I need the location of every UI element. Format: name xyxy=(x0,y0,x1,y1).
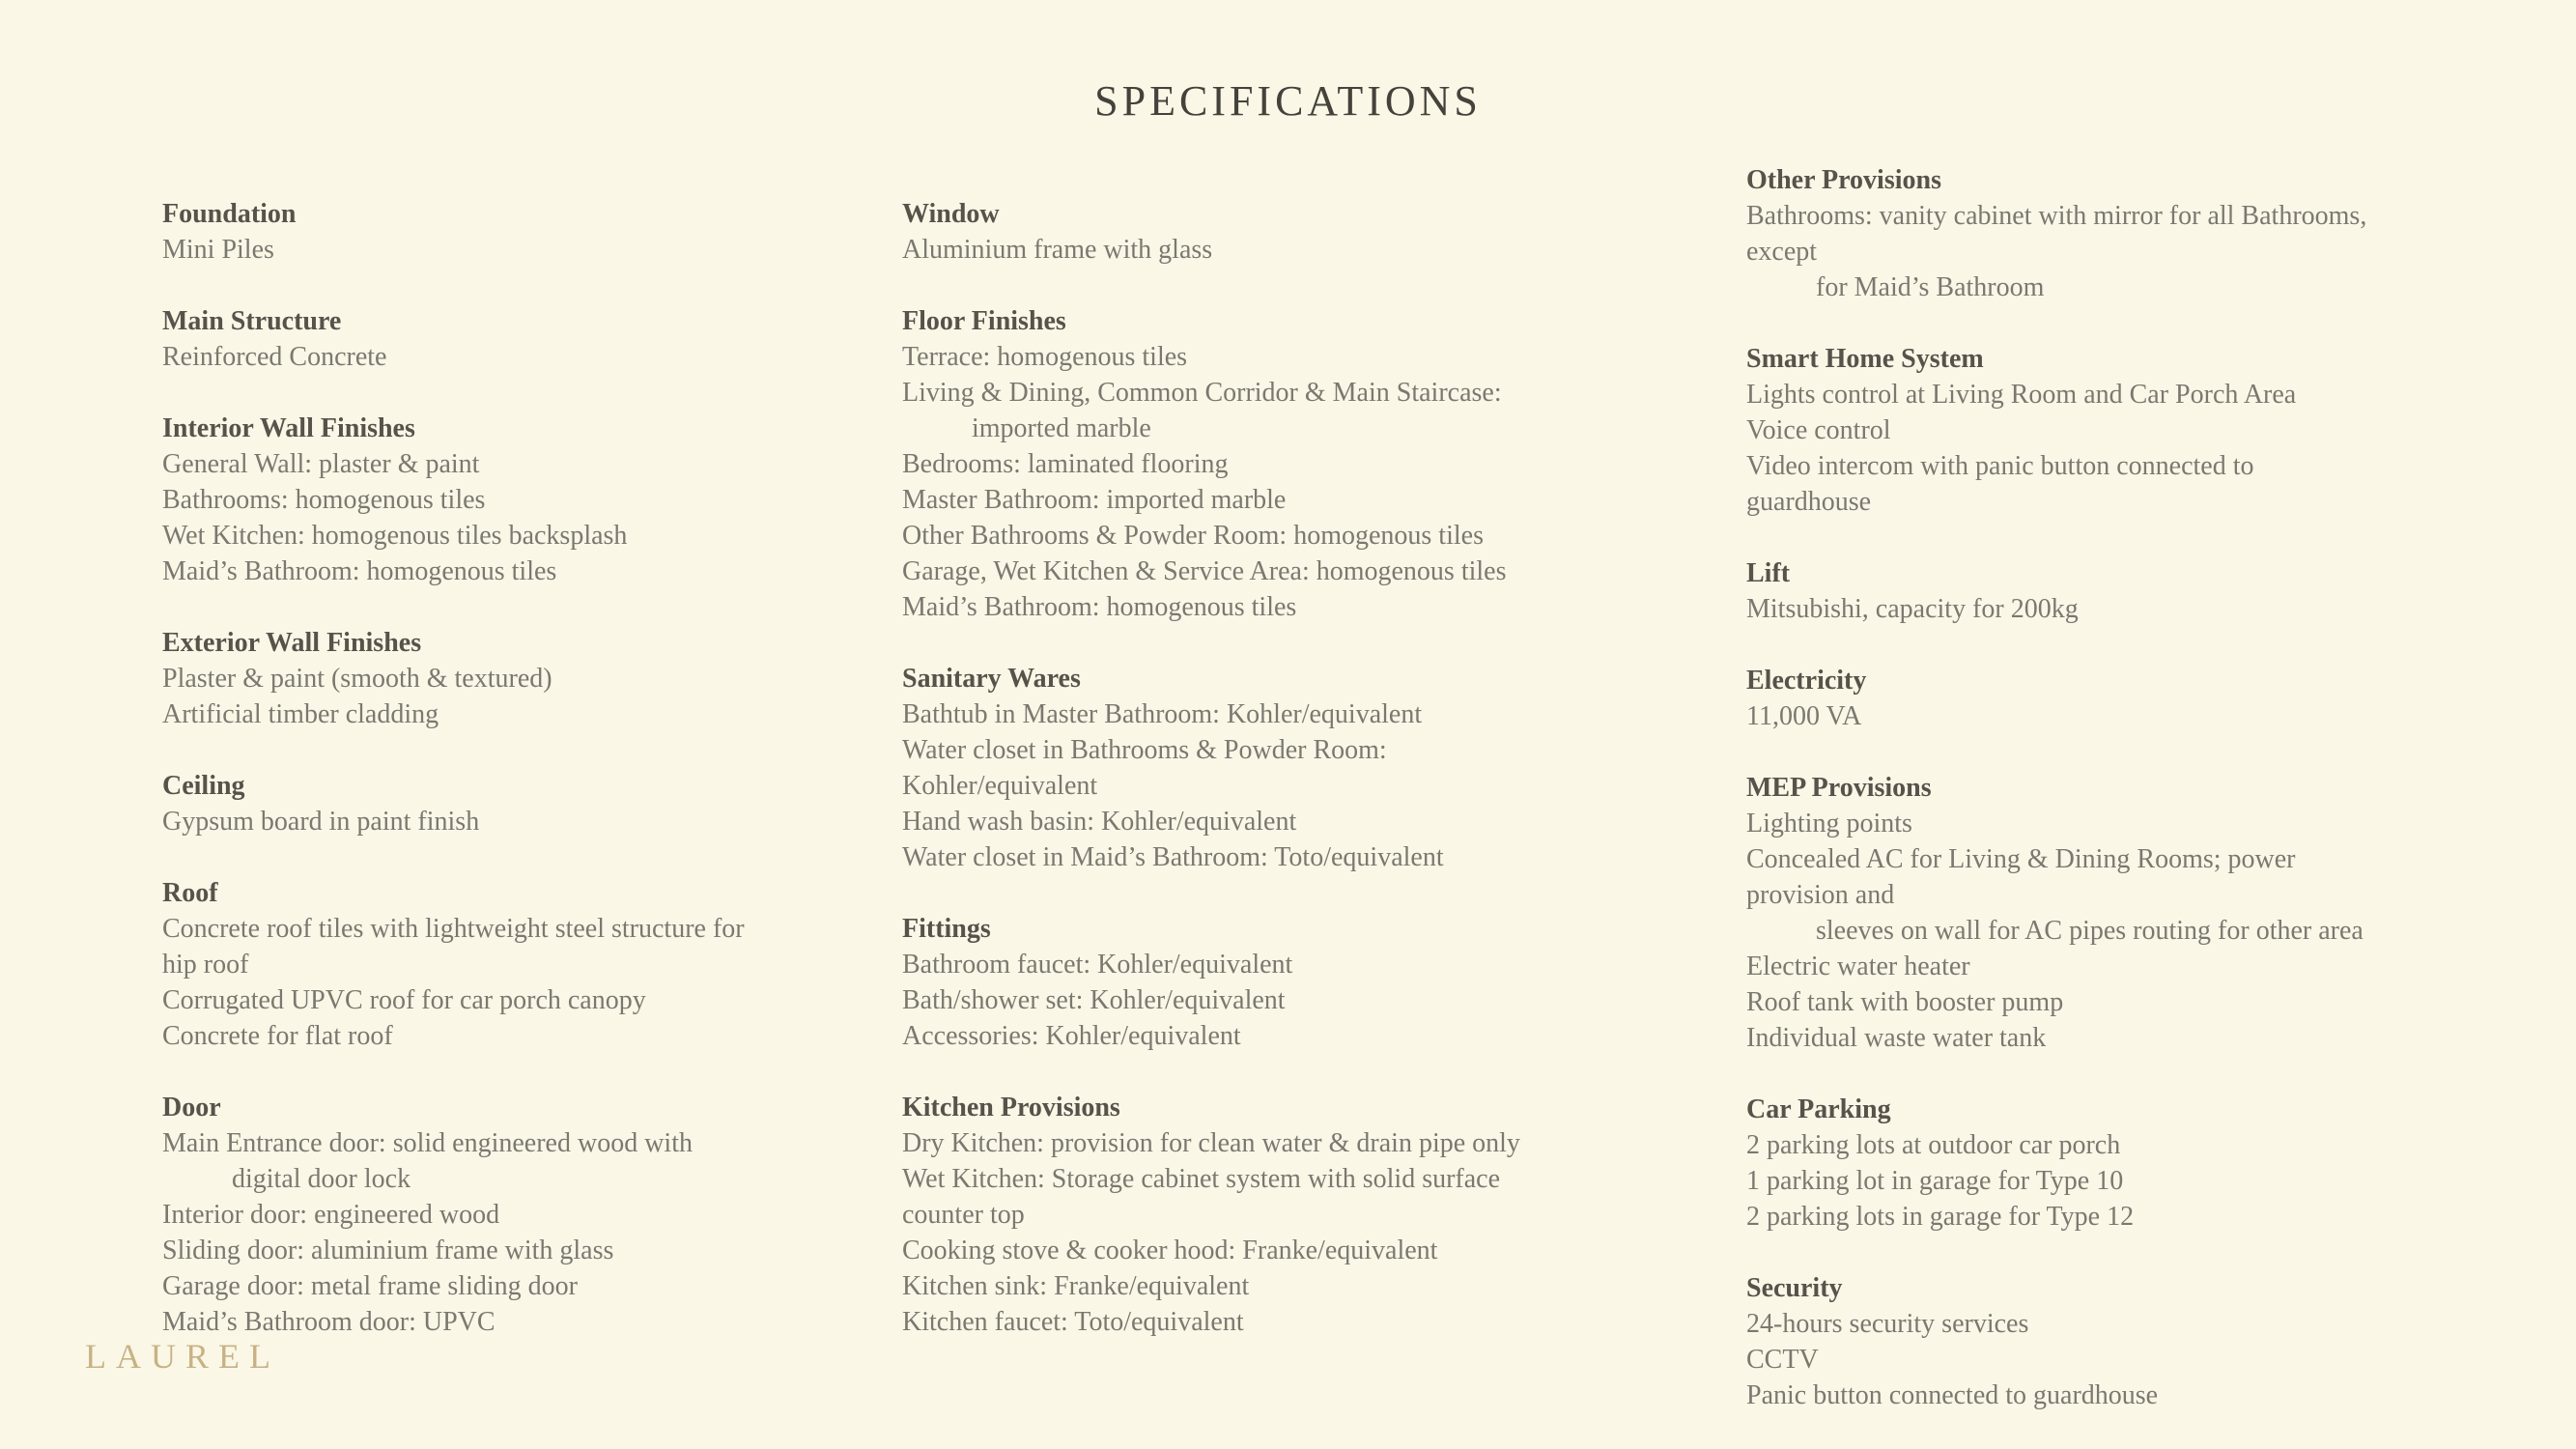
spec-section xyxy=(902,303,1617,625)
spec-line: Kohler/equivalent xyxy=(902,771,1098,801)
spec-line: provision and xyxy=(1746,880,1895,910)
spec-section xyxy=(1746,555,2509,627)
spec-line: General Wall: plaster & paint xyxy=(162,449,480,479)
spec-line: Accessories: Kohler/equivalent xyxy=(902,1021,1241,1051)
spec-line: Bathrooms: vanity cabinet with mirror for all Bathrooms, xyxy=(1746,201,2367,231)
spec-line: Master Bathroom: imported marble xyxy=(902,485,1287,515)
spec-line: 1 parking lot in garage for Type 10 xyxy=(1746,1166,2124,1196)
section-heading: Security xyxy=(1746,1273,1843,1303)
spec-line: Cooking stove & cooker hood: Franke/equivalent xyxy=(902,1236,1438,1265)
spec-line: Bath/shower set: Kohler/equivalent xyxy=(902,985,1286,1015)
spec-line: Bathrooms: homogenous tiles xyxy=(162,485,486,515)
spec-section xyxy=(162,1090,829,1340)
spec-section xyxy=(162,411,829,589)
spec-line: 24-hours security services xyxy=(1746,1309,2029,1339)
spec-line: Other Bathrooms & Powder Room: homogenous tiles xyxy=(902,521,1484,551)
spec-line: Maid’s Bathroom: homogenous tiles xyxy=(902,592,1297,622)
spec-line: Bathtub in Master Bathroom: Kohler/equivalent xyxy=(902,699,1423,729)
spec-line: Mitsubishi, capacity for 200kg xyxy=(1746,594,2079,624)
spec-line: CCTV xyxy=(1746,1345,1819,1375)
section-heading: Sanitary Wares xyxy=(902,664,1081,694)
section-heading: Interior Wall Finishes xyxy=(162,413,415,443)
section-heading: Electricity xyxy=(1746,666,1867,696)
spec-section xyxy=(162,625,829,732)
spec-line: Garage, Wet Kitchen & Service Area: homogenous tiles xyxy=(902,556,1507,586)
page-title: SPECIFICATIONS xyxy=(1094,77,1482,125)
spec-line: Artificial timber cladding xyxy=(162,699,439,729)
spec-section xyxy=(902,911,1617,1054)
section-heading: Main Structure xyxy=(162,306,342,336)
spec-line: Living & Dining, Common Corridor & Main Staircase: xyxy=(902,378,1502,408)
spec-section xyxy=(1746,663,2509,734)
brand-logo: LAUREL xyxy=(85,1337,280,1376)
spec-line: Maid’s Bathroom door: UPVC xyxy=(162,1307,495,1337)
spec-section xyxy=(162,303,829,375)
spec-line: Sliding door: aluminium frame with glass xyxy=(162,1236,614,1265)
section-heading: Floor Finishes xyxy=(902,306,1066,336)
spec-section xyxy=(1746,1092,2509,1235)
spec-line: Water closet in Maid’s Bathroom: Toto/equivalent xyxy=(902,842,1444,872)
spec-line: 2 parking lots in garage for Type 12 xyxy=(1746,1202,2135,1232)
spec-line: except xyxy=(1746,237,1818,267)
column-right xyxy=(1746,162,2509,1413)
spec-section xyxy=(162,875,829,1054)
spec-section xyxy=(162,768,829,839)
column-middle xyxy=(902,196,1617,1340)
spec-section xyxy=(902,661,1617,875)
spec-line: Bedrooms: laminated flooring xyxy=(902,449,1229,479)
spec-line: Gypsum board in paint finish xyxy=(162,807,480,837)
spec-line: Garage door: metal frame sliding door xyxy=(162,1271,578,1301)
spec-line: imported marble xyxy=(972,413,1151,443)
spec-line: Interior door: engineered wood xyxy=(162,1200,500,1230)
spec-line: Maid’s Bathroom: homogenous tiles xyxy=(162,556,557,586)
section-heading: Door xyxy=(162,1093,221,1122)
spec-line: 2 parking lots at outdoor car porch xyxy=(1746,1130,2121,1160)
spec-section xyxy=(902,196,1617,268)
spec-line: Lighting points xyxy=(1746,809,1912,838)
section-heading: Window xyxy=(902,199,1000,229)
section-heading: Foundation xyxy=(162,199,297,229)
spec-line: 11,000 VA xyxy=(1746,701,1862,731)
spec-section xyxy=(1746,162,2509,305)
spec-section xyxy=(902,1090,1617,1340)
section-heading: Lift xyxy=(1746,558,1791,588)
spec-line: guardhouse xyxy=(1746,487,1872,517)
section-heading: MEP Provisions xyxy=(1746,773,1932,803)
spec-line: Roof tank with booster pump xyxy=(1746,987,2064,1017)
spec-line: Lights control at Living Room and Car Porch Area xyxy=(1746,380,2297,410)
spec-line: Bathroom faucet: Kohler/equivalent xyxy=(902,950,1293,980)
section-heading: Kitchen Provisions xyxy=(902,1093,1120,1122)
spec-line: Kitchen sink: Franke/equivalent xyxy=(902,1271,1250,1301)
section-heading: Other Provisions xyxy=(1746,165,1941,195)
spec-section xyxy=(1746,1270,2509,1413)
spec-line: hip roof xyxy=(162,950,249,980)
spec-line: Reinforced Concrete xyxy=(162,342,387,372)
column-left xyxy=(162,196,829,1340)
spec-line: Aluminium frame with glass xyxy=(902,235,1213,265)
section-heading: Smart Home System xyxy=(1746,344,1984,374)
spec-line: Wet Kitchen: homogenous tiles backsplash xyxy=(162,521,628,551)
spec-line: Concrete for flat roof xyxy=(162,1021,393,1051)
spec-line: Panic button connected to guardhouse xyxy=(1746,1380,2159,1410)
spec-line: for Maid’s Bathroom xyxy=(1816,272,2045,302)
spec-line: Dry Kitchen: provision for clean water & drain pipe only xyxy=(902,1128,1520,1158)
spec-line: Video intercom with panic button connected to xyxy=(1746,451,2254,481)
spec-line: Corrugated UPVC roof for car porch canopy xyxy=(162,985,646,1015)
spec-line: Voice control xyxy=(1746,415,1891,445)
spec-line: Concrete roof tiles with lightweight steel structure for xyxy=(162,914,745,944)
section-heading: Fittings xyxy=(902,914,991,944)
spec-section xyxy=(1746,770,2509,1056)
spec-line: Mini Piles xyxy=(162,235,274,265)
spec-line: Water closet in Bathrooms & Powder Room: xyxy=(902,735,1387,765)
section-heading: Exterior Wall Finishes xyxy=(162,628,422,658)
spec-line: digital door lock xyxy=(232,1164,411,1194)
spec-line: Plaster & paint (smooth & textured) xyxy=(162,664,552,694)
spec-section xyxy=(162,196,829,268)
section-heading: Roof xyxy=(162,878,218,908)
spec-line: counter top xyxy=(902,1200,1025,1230)
spec-line: Hand wash basin: Kohler/equivalent xyxy=(902,807,1297,837)
spec-line: Terrace: homogenous tiles xyxy=(902,342,1188,372)
section-heading: Car Parking xyxy=(1746,1094,1891,1124)
spec-line: Individual waste water tank xyxy=(1746,1023,2047,1053)
spec-line: Main Entrance door: solid engineered wood with xyxy=(162,1128,693,1158)
spec-line: Electric water heater xyxy=(1746,952,1970,981)
spec-section xyxy=(1746,341,2509,520)
spec-line: Concealed AC for Living & Dining Rooms; power xyxy=(1746,844,2296,874)
spec-line: sleeves on wall for AC pipes routing for other area xyxy=(1816,916,2364,946)
spec-line: Wet Kitchen: Storage cabinet system with solid surface xyxy=(902,1164,1501,1194)
section-heading: Ceiling xyxy=(162,771,245,801)
spec-line: Kitchen faucet: Toto/equivalent xyxy=(902,1307,1244,1337)
